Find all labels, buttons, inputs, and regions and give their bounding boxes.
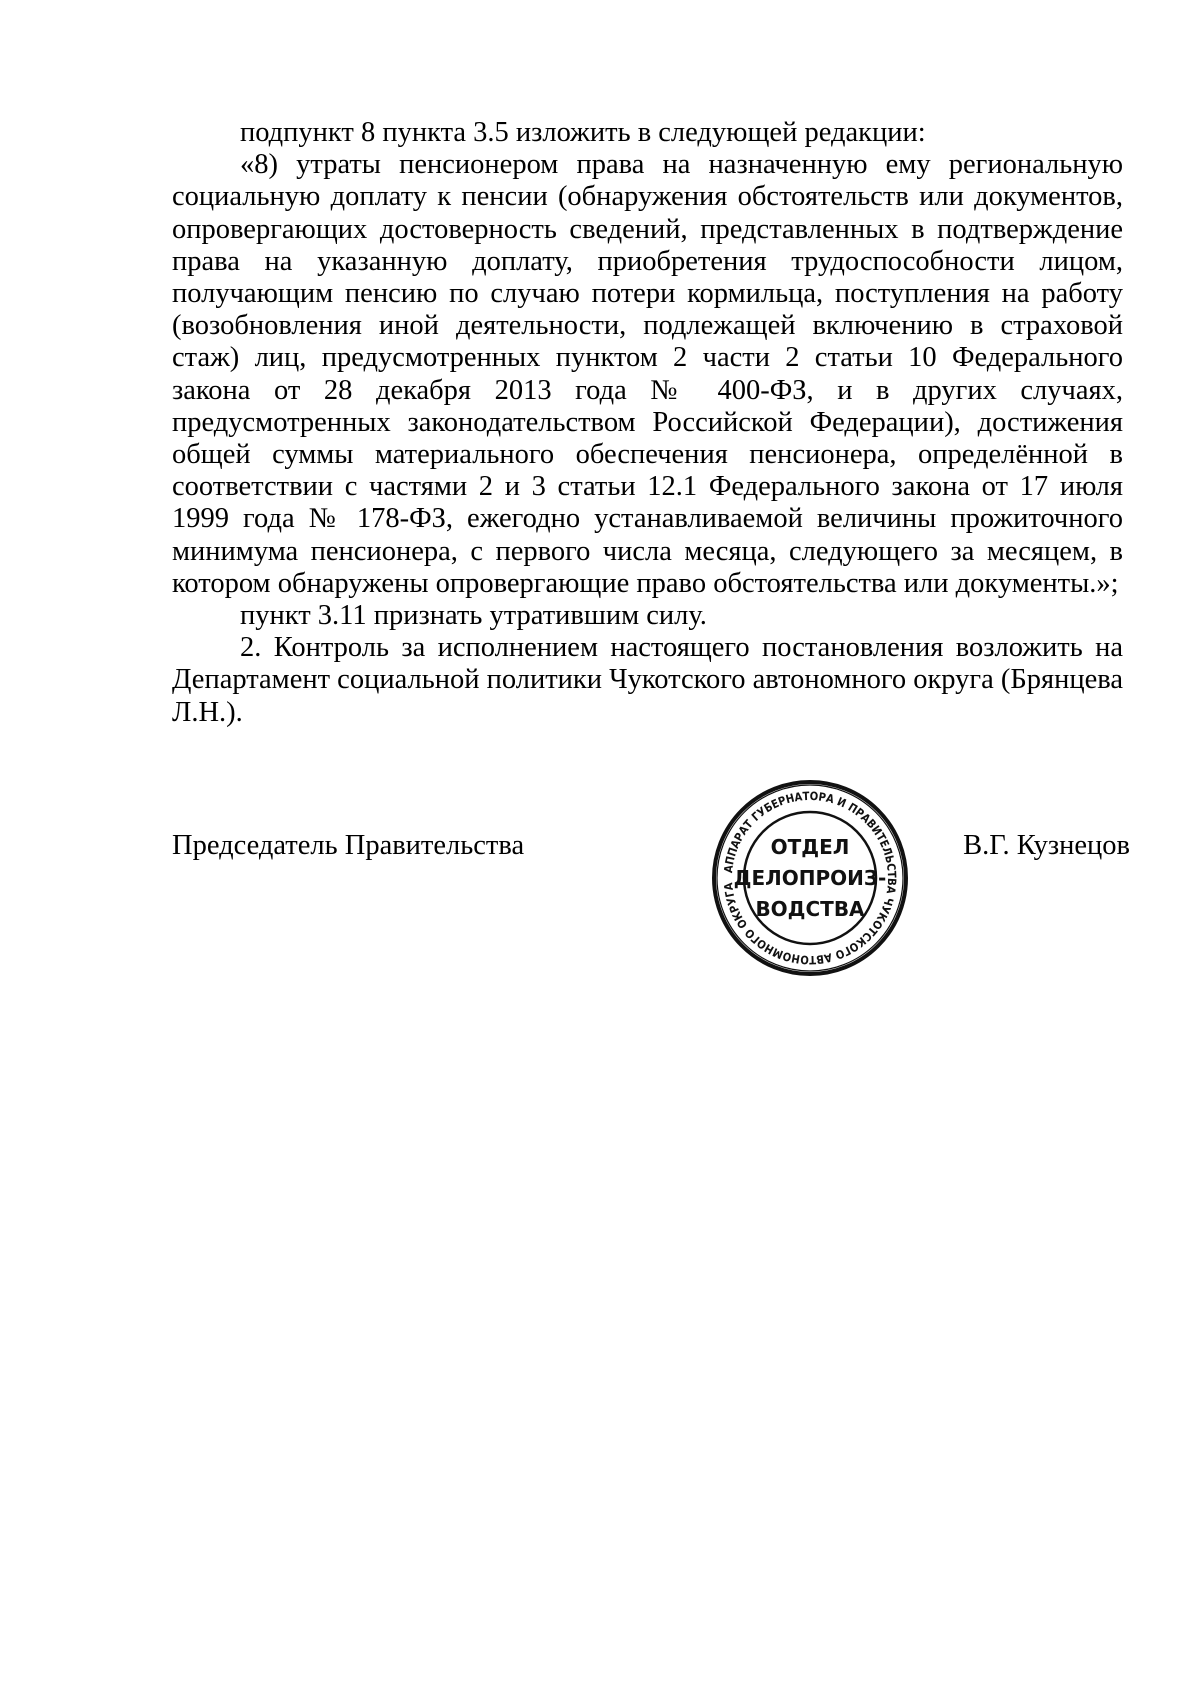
signatory-name: В.Г. Кузнецов (963, 830, 1130, 861)
stamp-seal-icon (700, 768, 920, 988)
stamp-center-line-3: ВОДСТВА (755, 897, 865, 921)
signatory-title: Председатель Правительства (172, 830, 525, 861)
stamp-ring-text: АППАРАТ ГУБЕРНАТОРА И ПРАВИТЕЛЬСТВА ЧУКОТСКОГО АВТОНОМНОГО ОКРУГА (720, 788, 900, 968)
paragraph-subpoint-8-text: «8) утраты пенсионером права на назначенную ему региональную социальную доплату к пенсии (обнаружения обстоятельств или документов, опровергающих достоверность сведений, представленных в подтверждение права на указанную доплату, приобретения трудоспособности лицом, получающим пенсию по случаю потери кормильца, поступления на работу (возобновления иной деятельности, подлежащей включению в страховой стаж) лиц, предусмотренных пунктом 2 части 2 статьи 10 Федерального закона от 28 декабря 2013 года № 400-ФЗ, и в других случаях, предусмотренных законодательством Российской Федерации), достижения общей суммы материального обеспечения пенсионера, определённой в соответствии с частями 2 и 3 статьи 12.1 Федерального закона от 17 июля 1999 года № 178-ФЗ, ежегодно устанавливаемой величины прожиточного минимума пенсионера, с первого числа месяца, следующего за месяцем, в котором обнаружены опровергающие право обстоятельства или документы.»; (172, 149, 1123, 599)
stamp-center-line-2: ДЕЛОПРОИЗ- (733, 866, 887, 890)
document-body (172, 117, 1123, 729)
official-stamp (700, 768, 920, 988)
paragraph-subpoint-8-intro: подпункт 8 пункта 3.5 изложить в следующей редакции: (240, 117, 926, 148)
stamp-center-line-1: ОТДЕЛ (770, 835, 850, 859)
paragraph-point-3-11: пункт 3.11 признать утратившим силу. (240, 600, 707, 632)
signature-block (172, 830, 1130, 870)
paragraph-control-clause: 2. Контроль за исполнением настоящего постановления возложить на Департамент социальной политики Чукотского автономного округа (Брянцева Л.Н.). (172, 632, 1123, 728)
